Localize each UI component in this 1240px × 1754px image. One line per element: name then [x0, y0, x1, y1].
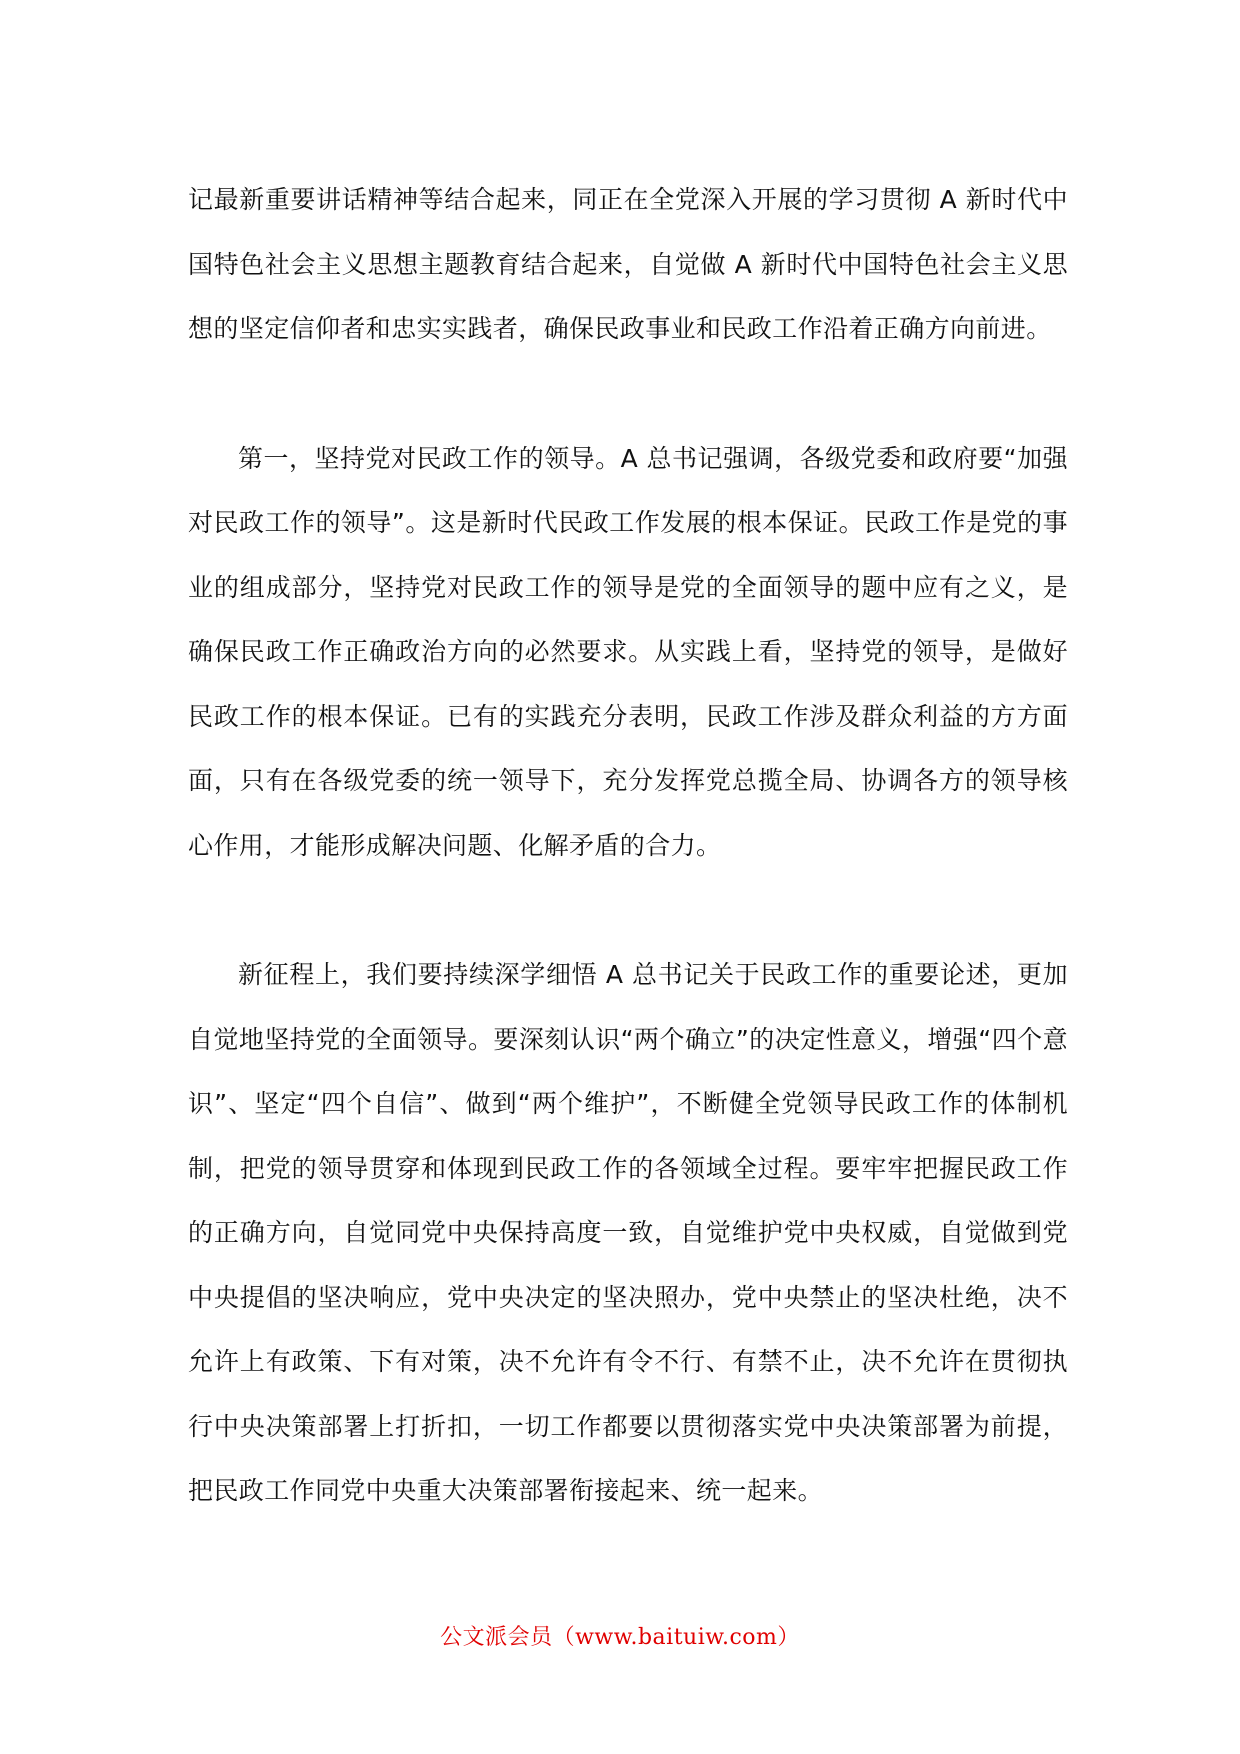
footer-close: ） [777, 1625, 800, 1650]
paragraph-gap [188, 362, 1068, 427]
paragraph-1: 记最新重要讲话精神等结合起来，同正在全党深入开展的学习贯彻 A 新时代中国特色社会主义思想主题教育结合起来，自觉做 A 新时代中国特色社会主义思想的坚定信仰者和忠实实践者，确保民政事业和民政工作沿着正确方向前进。 [188, 185, 1068, 343]
paragraph-3: 新征程上，我们要持续深学细悟 A 总书记关于民政工作的重要论述，更加自觉地坚持党的全面领导。要深刻认识“两个确立”的决定性意义，增强“四个意识”、坚定“四个自信”、做到“两个维护”，不断健全党领导民政工作的体制机制，把党的领导贯穿和体现到民政工作的各领域全过程。要牢牢把握民政工作的正确方向，自觉同党中央保持高度一致，自觉维护党中央权威，自觉做到党中央提倡的坚决响应，党中央决定的坚决照办，党中央禁止的坚决杜绝，决不允许上有政策、下有对策，决不允许有令不行、有禁不止，决不允许在贯彻执行中央决策部署上打折扣，一切工作都要以贯彻落实党中央决策部署为前提，把民政工作同党中央重大决策部署衔接起来、统一起来。 [188, 960, 1068, 1505]
document-body [188, 168, 1068, 1524]
paragraph-2: 第一，坚持党对民政工作的领导。A 总书记强调，各级党委和政府要“加强对民政工作的领导”。这是新时代民政工作发展的根本保证。民政工作是党的事业的组成部分，坚持党对民政工作的领导是党的全面领导的题中应有之义，是确保民政工作正确政治方向的必然要求。从实践上看，坚持党的领导，是做好民政工作的根本保证。已有的实践充分表明，民政工作涉及群众利益的方方面面，只有在各级党委的统一领导下，充分发挥党总揽全局、协调各方的领导核心作用，才能形成解决问题、化解矛盾的合力。 [188, 443, 1068, 860]
paragraph-gap [188, 878, 1068, 943]
footer-label: 公文派会员（ [440, 1625, 576, 1650]
footer-watermark [0, 1620, 1240, 1651]
footer-url-link[interactable]: www.baituiw.com [575, 1625, 778, 1650]
